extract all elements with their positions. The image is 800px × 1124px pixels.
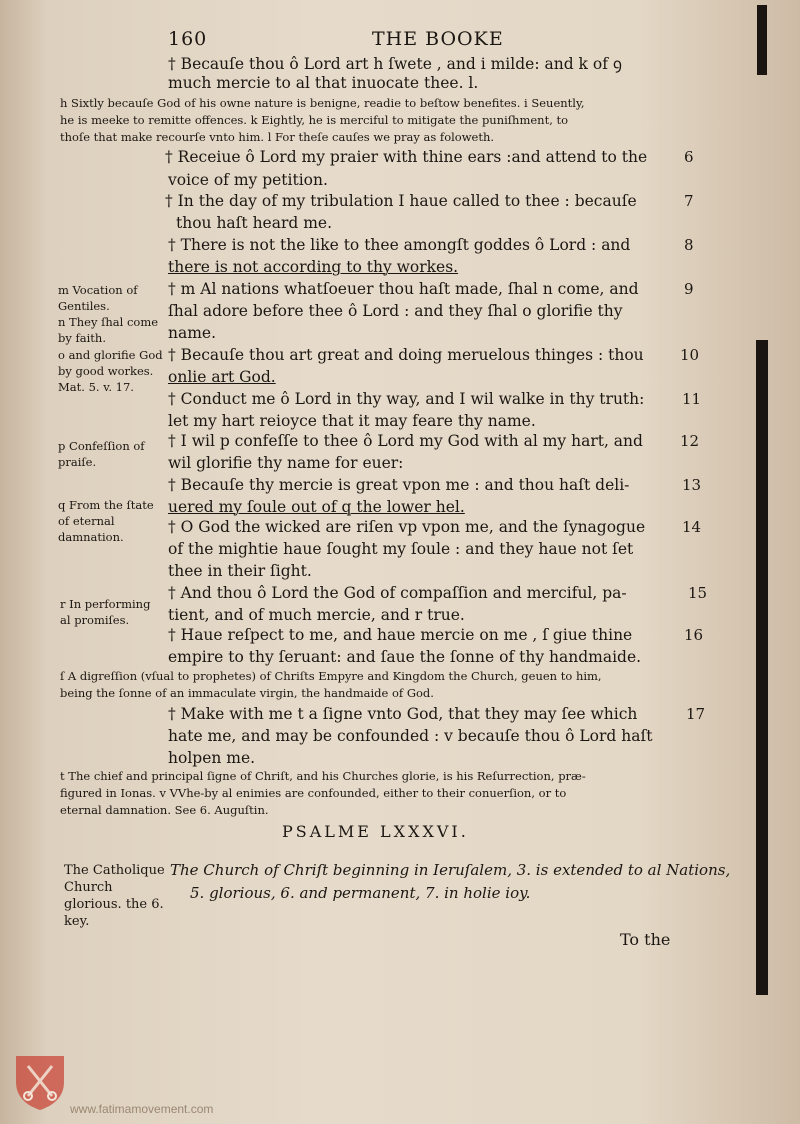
verse-line: much mercie to al that inuocate thee. l.	[168, 74, 479, 92]
verse-number: 13	[682, 476, 702, 494]
verse-number: 14	[682, 518, 702, 536]
verse-number: 16	[684, 626, 704, 644]
verse-number: 17	[686, 705, 706, 723]
psalm-argument: 5. glorious, 6. and permanent, 7. in holie ioy.	[190, 884, 531, 902]
margin-note: n They ſhal come by faith.	[58, 315, 159, 345]
page-number: 160	[168, 28, 208, 50]
commentary-line: being the ſonne of an immaculate virgin, the handmaide of God.	[60, 686, 434, 700]
commentary-line: ſ A digreſſion (vſual to prophetes) of Chriſts Empyre and Kingdom the Church, geuen to him,	[60, 669, 602, 683]
verse-line: † Becauſe thy mercie is great vpon me : and thou haſt deli-	[168, 476, 630, 494]
catchword: To the	[620, 930, 671, 949]
verse-line: of the mightie haue ſought my ſoule : and they haue not ſet	[168, 540, 634, 558]
keys-emblem-icon	[12, 1052, 68, 1112]
verse-line: uered my ſoule out of q the lower hel.	[168, 498, 465, 516]
verse-line: hate me, and may be confounded : v becauſe thou ô Lord haſt	[168, 727, 653, 745]
watermark-logo	[12, 1052, 68, 1112]
verse-line: there is not according to thy workes.	[168, 258, 459, 276]
top-edge-rule	[757, 5, 767, 75]
verse-line: tient, and of much mercie, and r true.	[168, 606, 465, 624]
commentary-line: figured in Ionas. v VVhe-by al enimies are confounded, either to their conuerſion, or to	[60, 786, 567, 800]
commentary-line: thoſe that make recourſe vnto him. l For theſe cauſes we pray as foloweth.	[60, 130, 495, 144]
verse-line: thou haſt heard me.	[176, 214, 333, 232]
psalm-argument: The Church of Chriſt beginning in Ieruſalem, 3. is extended to al Nations,	[170, 861, 731, 879]
commentary-line: eternal damnation. See 6. Auguſtin.	[60, 803, 269, 817]
verse-line: † And thou ô Lord the God of compaſſion and merciful, pa-	[168, 584, 627, 602]
margin-note: m Vocation of Gentiles.	[58, 283, 138, 313]
verse-line: ſhal adore before thee ô Lord : and they ſhal o glorifie thy	[168, 302, 623, 320]
verse-number: 15	[688, 584, 708, 602]
verse-number: 9	[684, 280, 694, 298]
psalm-title: PSALME LXXXVI.	[282, 822, 469, 841]
verse-line: † There is not the like to thee amongſt goddes ô Lord : and	[168, 236, 631, 254]
verse-line: voice of my petition.	[168, 171, 328, 189]
verse-line: † I wil p confeſſe to thee ô Lord my God with al my hart, and	[168, 432, 643, 450]
margin-note: q From the ſtate of eternal damnation.	[58, 498, 154, 544]
verse-line: holpen me.	[168, 749, 256, 767]
commentary-line: t The chief and principal ſigne of Chriſt, and his Churches glorie, is his Reſurrection, præ-	[60, 769, 586, 783]
verse-line: let my hart reioyce that it may feare thy name.	[168, 412, 536, 430]
margin-note: o and glorifie God by good workes. Mat. 5. v. 17.	[58, 348, 163, 394]
commentary-line: he is meeke to remitte offences. k Eightly, he is merciful to mitigate the puniſhment, to	[60, 113, 569, 127]
verse-line: † Receiue ô Lord my praier with thine ears :and attend to the	[165, 148, 648, 166]
margin-note: p Confeſſion of praiſe.	[58, 439, 145, 469]
verse-line: † Make with me t a ſigne vnto God, that they may ſee which	[168, 705, 638, 723]
verse-line: empire to thy ſeruant: and ſaue the ſonne of thy handmaide.	[168, 648, 642, 666]
watermark-url: www.fatimamovement.com	[70, 1102, 214, 1116]
verse-line: name.	[168, 324, 217, 342]
verse-line: onlie art God.	[168, 368, 276, 386]
verse-line: † Becauſe thou ô Lord art h ſwete , and i milde: and k of ꝯ	[168, 55, 622, 73]
verse-line: wil glorifie thy name for euer:	[168, 454, 404, 472]
verse-line: † O God the wicked are riſen vp vpon me, and the ſynagogue	[168, 518, 646, 536]
verse-number: 11	[682, 390, 702, 408]
verse-number: 7	[684, 192, 694, 210]
verse-line: thee in their ſight.	[168, 562, 312, 580]
verse-line: † In the day of my tribulation I haue called to thee : becauſe	[165, 192, 637, 210]
margin-note: r In performing al promiſes.	[60, 597, 151, 627]
verse-number: 12	[680, 432, 700, 450]
right-edge-rule	[756, 340, 768, 995]
verse-number: 10	[680, 346, 700, 364]
verse-line: † Haue reſpect to me, and haue mercie on me , ſ giue thine	[168, 626, 633, 644]
commentary-line: h Sixtly becauſe God of his owne nature is benigne, readie to beſtow benefites. i Seuently,	[60, 96, 585, 110]
verse-number: 6	[684, 148, 694, 166]
verse-line: † m Al nations whatſoeuer thou haſt made, ſhal n come, and	[168, 280, 639, 298]
verse-line: † Conduct me ô Lord in thy way, and I wil walke in thy truth:	[168, 390, 645, 408]
running-title: THE BOOKE	[372, 28, 504, 50]
verse-line: † Becauſe thou art great and doing meruelous thinges : thou	[168, 346, 644, 364]
verse-number: 8	[684, 236, 694, 254]
margin-note: The Catholique Church glorious. the 6. key.	[64, 863, 165, 929]
